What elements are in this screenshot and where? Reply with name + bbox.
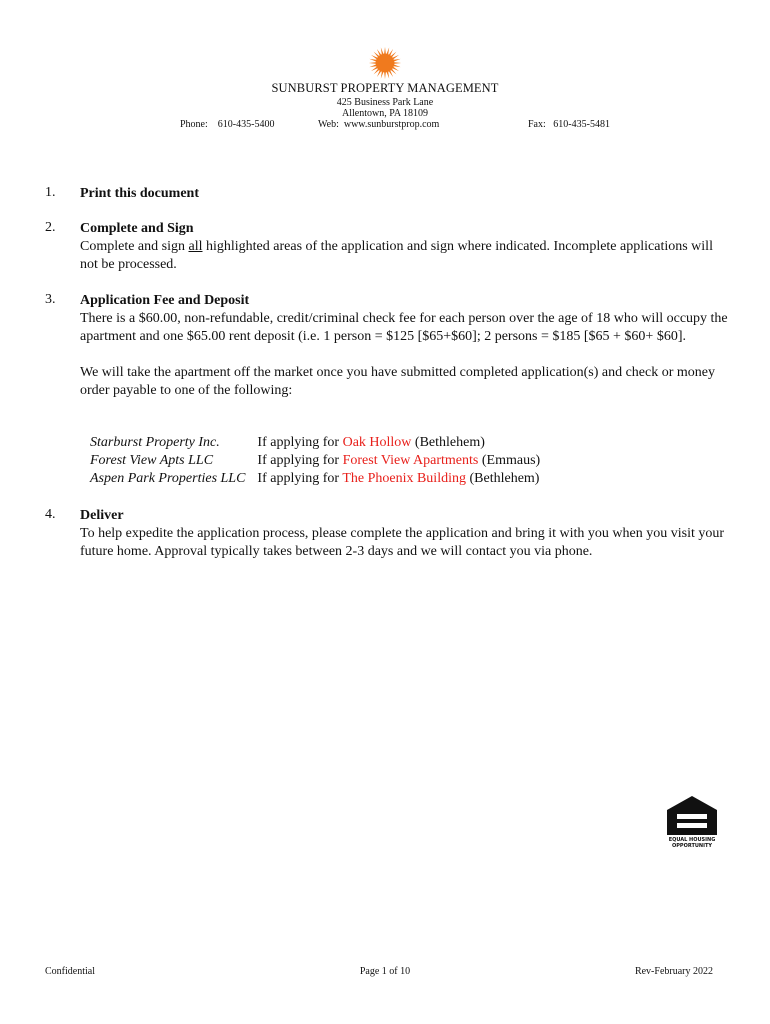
property-name: Forest View Apartments [342,453,479,468]
payee-row [90,434,540,452]
sun-ray [384,71,386,79]
web-label: Web: [318,119,339,130]
sun-ray [393,62,401,64]
address-line-1: 425 Business Park Lane [336,97,434,108]
phone-number: 610-435-5400 [217,119,275,130]
item-title: Print this document [80,186,199,201]
payee-condition: If applying for Forest View Apartments (Emmaus) [257,453,541,468]
item-complete-sign [80,220,728,274]
property-name: The Phoenix Building [342,471,466,486]
item-number: 2. [45,220,56,235]
item-text: Complete and sign all highlighted areas of the application and sign where indicated. Incomplete applications will not be processed. [80,239,713,272]
payee-name: Aspen Park Properties LLC [90,471,246,486]
footer-confidential: Confidential [45,966,95,977]
item-print [80,185,728,203]
item-fee-deposit [80,292,728,400]
phone-label: Phone: [180,119,208,130]
fax-info [528,119,610,130]
item-title: Application Fee and Deposit [80,293,250,308]
property-name: Oak Hollow [342,435,412,450]
payee-row [90,452,540,470]
sun-ray [369,59,377,62]
payee-name: Forest View Apts LLC [90,453,214,468]
sun-ray [381,71,384,79]
footer-revision: Rev-February 2022 [634,966,713,977]
equal-housing-opportunity-icon [664,795,720,849]
payee-table [90,434,540,488]
sun-ray [393,59,401,62]
fax-label: Fax: [528,119,546,130]
item-deliver [80,507,728,561]
sun-ray [381,47,384,55]
svg-text:EQUAL HOUSING: EQUAL HOUSING [668,837,716,843]
payee-condition: If applying for The Phoenix Building (Bethlehem) [257,471,540,486]
item-text: There is a $60.00, non-refundable, credit/criminal check fee for each person over the age of 18 who will occupy the apartment and one $65.00 rent deposit (i.e. 1 person = $125 [$65+$60]; 2 persons = $185 [$65 + $60+ $60]. [80,311,728,344]
item-number: 4. [45,507,56,522]
company-name: SUNBURST PROPERTY MANAGEMENT [271,81,499,95]
sun-ray [369,62,377,64]
item-text-payable: We will take the apartment off the market once you have submitted completed application(s) and check or money order payable to one of the following: [80,365,716,398]
sun-ray [386,47,389,55]
payee-row [90,470,540,488]
sun-ray [384,47,386,55]
item-title: Complete and Sign [80,221,194,236]
web-address: www.sunburstprop.com [343,119,440,130]
payee-condition: If applying for Oak Hollow (Bethlehem) [257,435,485,450]
item-text: To help expedite the application process, please complete the application and bring it with you when you visit your future home. Approval typically takes between 2-3 days and we will contact you via phone. [80,526,725,559]
phone-info [180,119,274,130]
web-info [318,119,439,130]
svg-text:OPPORTUNITY: OPPORTUNITY [671,843,713,849]
footer-page-number: Page 1 of 10 [359,966,411,977]
sun-ray [393,64,401,67]
address-line-2: Allentown, PA 18109 [341,108,429,119]
payee-name: Starburst Property Inc. [90,435,220,450]
item-number: 1. [45,185,56,200]
sunburst-logo-icon [368,46,402,80]
underlined-all: all [188,239,203,254]
item-title: Deliver [80,508,124,523]
item-number: 3. [45,292,56,307]
sun-ray [386,71,389,79]
fax-number: 610-435-5481 [553,119,610,130]
sun-ray [369,64,377,67]
